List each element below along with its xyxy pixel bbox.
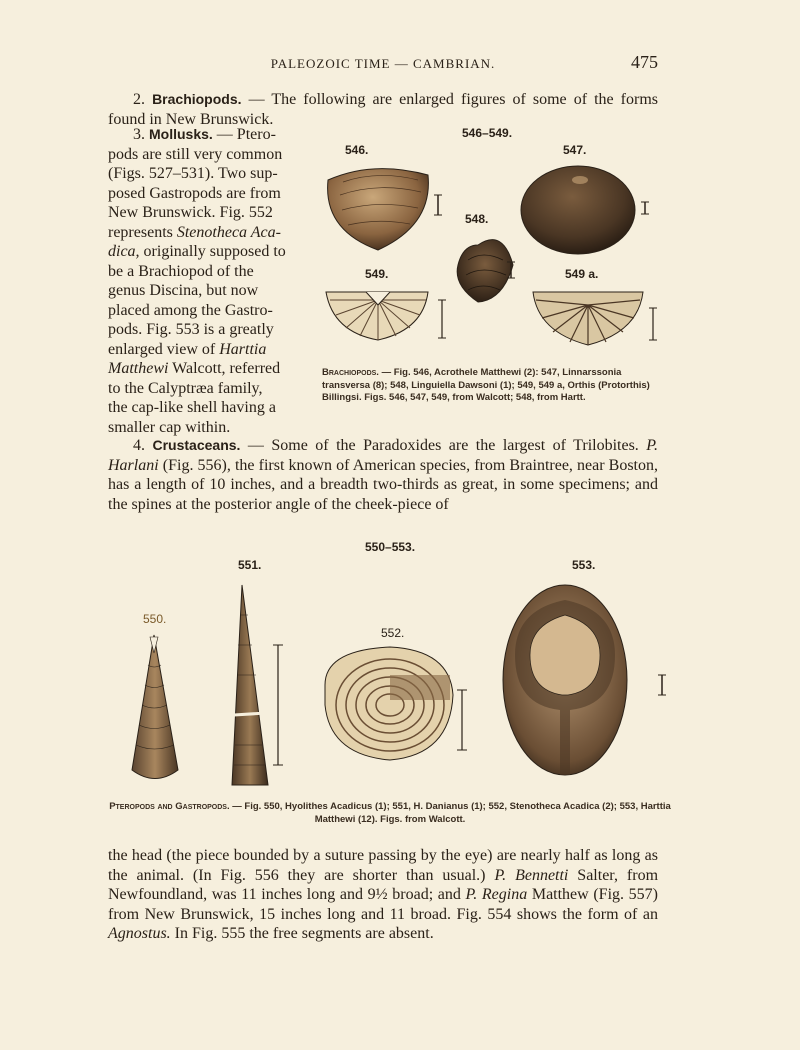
plate1-illustrations: [318, 150, 668, 360]
plate2-caption: Pteropods and Gastropods. — Fig. 550, Hyolithes Acadicus (1); 551, H. Danianus (1); 552, Stenotheca Acadica (2); 553, Harttia Matthewi (12). Figs. from Walcott.: [109, 801, 671, 825]
fig-547-linnarssonia-shell: [521, 166, 649, 254]
heading-brachiopods: Brachiopods.: [152, 91, 242, 107]
plate2-illustrations: [120, 575, 680, 795]
fig-552-label: 552.: [381, 626, 405, 640]
fig-551-hyolithes-danianus: [232, 585, 283, 785]
heading-crustaceans: Crustaceans.: [152, 437, 241, 453]
fig-546-label: 546.: [345, 143, 369, 157]
fig-550-hyolithes-acadicus: [132, 635, 178, 779]
fig-553-label: 553.: [572, 558, 596, 572]
running-head: PALEOZOIC TIME — CAMBRIAN.: [270, 56, 496, 71]
fig-548-linguiella-shell: [457, 240, 515, 302]
fig-549a-orthis-shell: [533, 292, 657, 345]
plate1-caption: Brachiopods. — Fig. 546, Acrothele Matthewi (2): 547, Linnarssonia transversa (8); 548, Linguiella Dawsoni (1); 549, 549 a, Orthis (Protorthis) Billingsi. Figs. 546, 547, 549, from Walcott; 548, from Hartt.: [322, 367, 650, 403]
fig-550-label: 550.: [143, 612, 167, 626]
heading-mollusks: Mollusks.: [149, 126, 213, 142]
page-header: [108, 52, 658, 76]
fig-551-label: 551.: [238, 558, 262, 572]
fig-549-label: 549.: [365, 267, 389, 281]
plate1-title: 546–549.: [462, 126, 513, 140]
paragraph-mollusks: 3. Mollusks. — Ptero- pods are still very common (Figs. 527–531). Two sup- posed Gastropods are from New Brunswick. Fig. 552 represents Stenotheca Aca- dica, originally supposed to be a Brachiopod of the genus Discina, but now placed among the Gastro- pods. Fig. 553 is a greatly enlarged view of Harttia Matthewi Walcott, referred to the Calyptræa family, the cap-like shell having a smaller cap within.: [108, 126, 286, 436]
fig-548-label: 548.: [465, 212, 489, 226]
fig-553-harttia-matthewi: [503, 585, 666, 775]
paragraph-crustaceans: 4. Crustaceans. — Some of the Paradoxides are the largest of Trilobites. P. Harlani (Fig. 556), the first known of American species, from Braintree, near Boston, has a length of 10 inches, and a breadth two-thirds as great, in some specimens; and the spines at the posterior angle of the cheek-piece of: [108, 437, 659, 513]
page-number: 475: [631, 52, 658, 72]
fig-549a-label: 549 a.: [565, 267, 599, 281]
fig-547-label: 547.: [563, 143, 587, 157]
paragraph-continuation: the head (the piece bounded by a suture passing by the eye) are nearly half as long as the animal. (In Fig. 556 they are shorter than usual.) P. Bennetti Salter, from Newfoundland, was 11 inches long and 9½ broad; and P. Regina Matthew (Fig. 557) from New Brunswick, 15 inches long and 11 broad. Fig. 554 shows the form of an Agnostus. In Fig. 555 the free segments are absent.: [108, 847, 659, 942]
fig-549-orthis-shell: [326, 292, 446, 340]
fig-546-acrothele-shell: [328, 169, 442, 250]
plate2-title: 550–553.: [365, 540, 416, 554]
fig-552-stenotheca-acadica: [325, 647, 467, 760]
paragraph-brachiopods: 2. Brachiopods. — The following are enlarged figures of some of the forms found in New Brunswick.: [108, 91, 659, 128]
